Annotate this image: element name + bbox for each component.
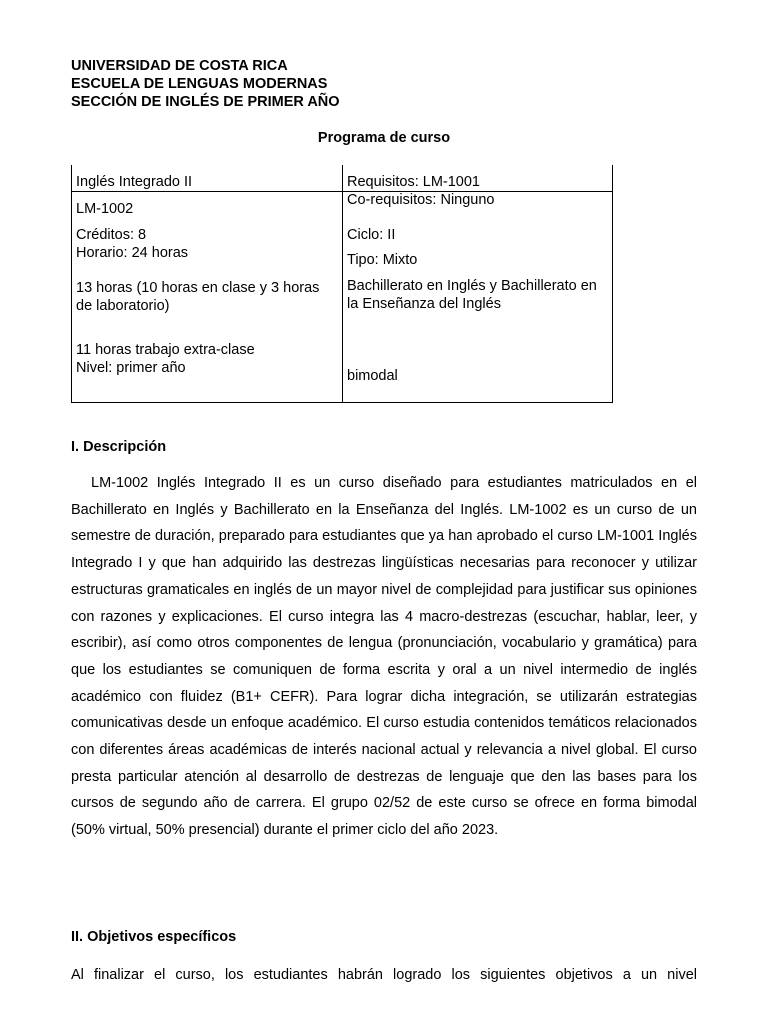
objectives-heading: II. Objetivos específicos — [71, 929, 237, 945]
section-name: SECCIÓN DE INGLÉS DE PRIMER AÑO — [71, 94, 340, 110]
course-cycle: Ciclo: II — [347, 227, 396, 243]
table-bottom-border — [71, 402, 613, 403]
table-middle-divider — [342, 165, 343, 403]
document-title: Programa de curso — [317, 130, 451, 146]
university-name: UNIVERSIDAD DE COSTA RICA — [71, 58, 288, 74]
description-heading: I. Descripción — [71, 439, 167, 455]
course-hours-line2: de laboratorio) — [76, 298, 170, 314]
table-row-divider — [71, 191, 613, 192]
course-program-line1: Bachillerato en Inglés y Bachillerato en — [347, 278, 597, 294]
table-right-border — [612, 165, 613, 403]
course-credits: Créditos: 8 — [76, 227, 147, 243]
school-name: ESCUELA DE LENGUAS MODERNAS — [71, 76, 328, 92]
course-extra-hours: 11 horas trabajo extra-clase — [76, 342, 255, 358]
objectives-paragraph: Al finalizar el curso, los estudiantes habrán logrado los siguientes objetivos a un nivel — [71, 967, 697, 983]
course-type: Tipo: Mixto — [347, 252, 418, 268]
table-left-border — [71, 165, 72, 403]
course-schedule: Horario: 24 horas — [76, 245, 189, 261]
course-requirements: Requisitos: LM-1001 — [347, 174, 480, 190]
course-info-table — [71, 165, 614, 403]
course-hours-line1: 13 horas (10 horas en clase y 3 horas — [76, 280, 320, 296]
course-name: Inglés Integrado II — [76, 174, 193, 190]
description-paragraph: LM-1002 Inglés Integrado II es un curso diseñado para estudiantes matriculados en el Bachillerato en Inglés y Bachillerato en la Enseñanza del Inglés. LM-1002 es un curso de un semestre de duración, preparado para estudiantes que ya han aprobado el curso LM-1001 Inglés Integrado I y que han adquirido las destrezas lingüísticas necesarias para reconocer y utilizar estructuras gramaticales en inglés de un mayor nivel de complejidad para justificar sus opiniones con razones y explicaciones. El curso integra las 4 macro-destrezas (escuchar, hablar, leer, y escribir), así como otros componentes de lengua (pronunciación, vocabulario y gramática) para que los estudiantes se comuniquen de forma escrita y oral a un nivel intermedio de inglés académico con fluidez (B1+ CEFR). Para lograr dicha integración, se utilizarán estrategias comunicativas desde un enfoque académico. El curso estudia contenidos temáticos relacionados con diferentes áreas académicas de interés nacional actual y relevancia a nivel global. El curso presta particular atención al desarrollo de destrezas de lenguaje que den las bases para los cursos de segundo año de carrera. El grupo 02/52 de este curso se ofrece en forma bimodal (50% virtual, 50% presencial) durante el primer ciclo del año 2023. — [71, 475, 697, 839]
document-header — [71, 57, 340, 111]
course-level: Nivel: primer año — [76, 360, 186, 376]
course-code: LM-1002 — [76, 201, 134, 217]
course-modality: bimodal — [347, 368, 398, 384]
course-corequisites: Co-requisitos: Ninguno — [347, 192, 495, 208]
course-program-line2: la Enseñanza del Inglés — [347, 296, 501, 312]
